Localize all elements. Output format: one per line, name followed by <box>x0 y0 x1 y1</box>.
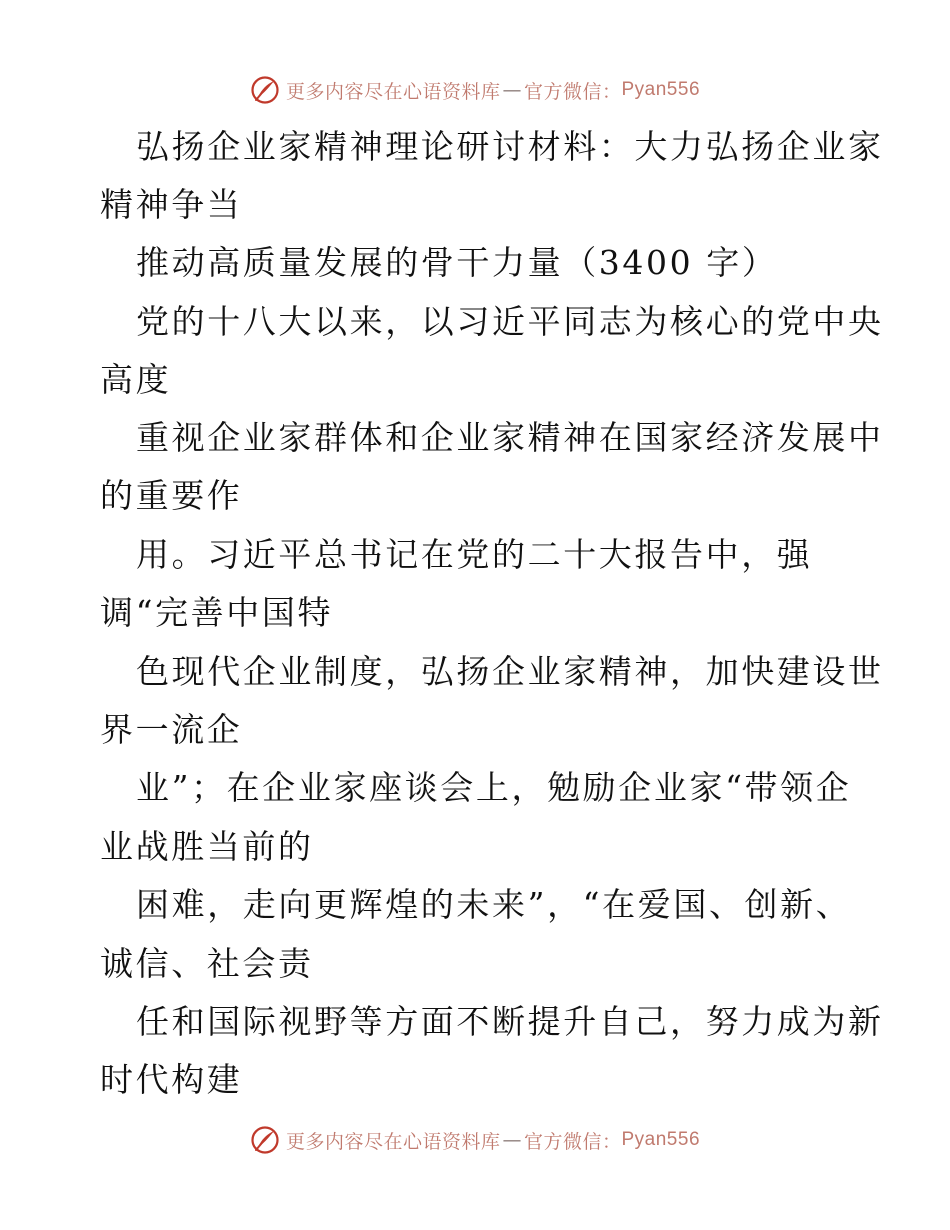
paragraph-line: 重视企业家群体和企业家精神在国家经济发展中 <box>136 418 884 457</box>
paragraph-line: 诚信、社会责 <box>100 944 314 983</box>
paragraph-line: 业”；在企业家座谈会上，勉励企业家“带领企 <box>136 768 852 807</box>
watermark-label: 官方微信： <box>523 1130 622 1153</box>
watermark-label: 官方微信： <box>523 80 622 103</box>
paragraph-line: 高度 <box>100 360 172 399</box>
feather-quill-seal-icon <box>250 75 280 105</box>
paragraph-line: 用。习近平总书记在党的二十大报告中，强 <box>136 535 813 574</box>
paragraph-line: 任和国际视野等方面不断提升自己，努力成为新 <box>136 1002 884 1041</box>
paragraph-line: 调“完善中国特 <box>100 593 334 632</box>
watermark-separator: — <box>502 79 522 101</box>
watermark-text: 更多内容尽在心语资料库 <box>285 1130 501 1153</box>
feather-quill-seal-icon <box>250 1125 280 1155</box>
doc-subtitle-line: 推动高质量发展的骨干力量（3400 字） <box>136 243 778 282</box>
header-watermark <box>0 70 950 110</box>
paragraph-line: 时代构建 <box>100 1060 243 1099</box>
doc-title-line-1: 弘扬企业家精神理论研讨材料：大力弘扬企业家 <box>136 127 884 166</box>
watermark-separator: — <box>502 1129 522 1151</box>
footer-watermark <box>0 1120 950 1160</box>
watermark-wechat-id: Pyan556 <box>621 1129 701 1150</box>
paragraph-line: 界一流企 <box>100 710 243 749</box>
doc-title-line-2: 精神争当 <box>100 185 243 224</box>
paragraph-line: 色现代企业制度，弘扬企业家精神，加快建设世 <box>136 652 884 691</box>
paragraph-line: 的重要作 <box>100 476 243 515</box>
watermark-wechat-id: Pyan556 <box>621 79 701 100</box>
paragraph-line: 困难，走向更辉煌的未来”，“在爱国、创新、 <box>136 885 852 924</box>
paragraph-line: 业战胜当前的 <box>100 827 314 866</box>
watermark-text: 更多内容尽在心语资料库 <box>285 80 501 103</box>
paragraph-line: 党的十八大以来，以习近平同志为核心的党中央 <box>136 302 884 341</box>
